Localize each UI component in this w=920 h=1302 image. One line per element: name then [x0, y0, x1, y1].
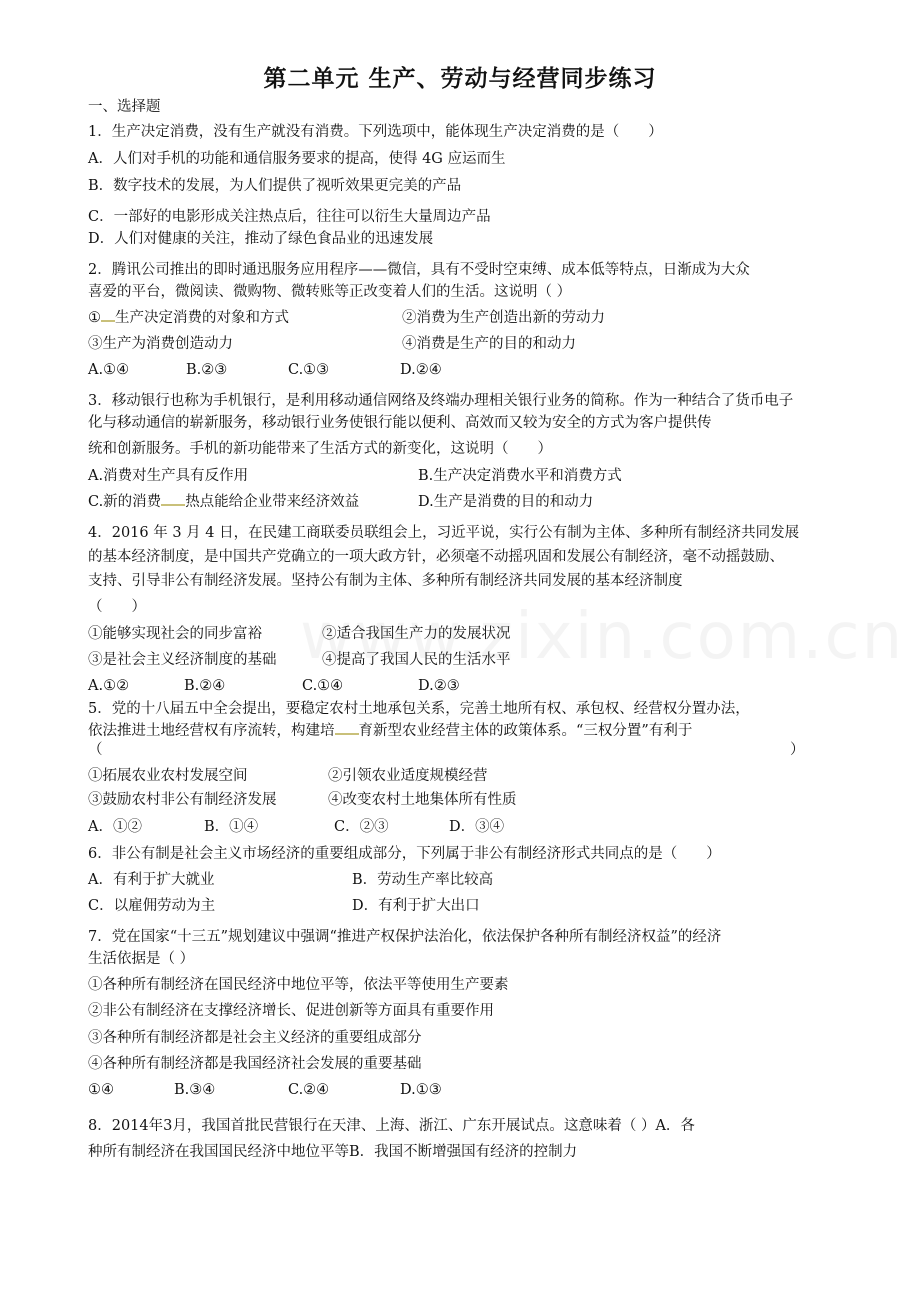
q4-stem-line3: 支持、引导非公有制经济发展。坚持公有制为主体、多种所有制经济共同发展的基本经济制度	[88, 573, 683, 589]
q3-stem-line1: 3．移动银行也称为手机银行，是利用移动通信网络及终端办理相关银行业务的简称。作为一种结合了货币电子	[88, 393, 794, 409]
q6-option-d: D．有利于扩大出口	[352, 898, 480, 914]
q5-choice-c: C．②③	[334, 819, 389, 835]
q7-statement-3: ③各种所有制经济都是社会主义经济的重要组成部分	[88, 1030, 422, 1046]
q1-option-b: B．数字技术的发展，为人们提供了视听效果更完美的产品	[88, 178, 462, 194]
q3-stem-line2: 化与移动通信的崭新服务，移动银行业务使银行能以便利、高效而又较为安全的方式为客户提供传	[88, 415, 712, 431]
q7-statement-2: ②非公有制经济在支撑经济增长、促进创新等方面具有重要作用	[88, 1003, 494, 1019]
q7-statement-1: ①各种所有制经济在国民经济中地位平等，依法平等使用生产要素	[88, 977, 509, 993]
q5-stem-line1: 5．党的十八届五中全会提出，要稳定农村土地承包关系，完善土地所有权、承包权、经营权分置办法，	[88, 701, 750, 717]
q3-option-d: D.生产是消费的目的和动力	[418, 494, 594, 510]
q6-option-a: A．有利于扩大就业	[88, 872, 215, 888]
q7-choice-d: D.①③	[400, 1082, 442, 1098]
q4-choice-a: A.①②	[88, 678, 130, 694]
q2-statement-2: ②消费为生产创造出新的劳动力	[402, 310, 605, 326]
q4-statement-1: ①能够实现社会的同步富裕	[88, 626, 262, 642]
q4-statement-3: ③是社会主义经济制度的基础	[88, 652, 277, 668]
q2-choice-c: C.①③	[288, 362, 330, 378]
q7-choice-b: B.③④	[174, 1082, 216, 1098]
q1-option-c: C．一部好的电影形成关注热点后，往往可以衍生大量周边产品	[88, 209, 491, 225]
underline-mark	[161, 494, 185, 506]
q3-option-c: C.新的消费 热点能给企业带来经济效益	[88, 494, 360, 510]
underline-mark	[335, 723, 359, 735]
q7-stem-line1: 7．党在国家“十三五”规划建议中强调“推进产权保护法治化，依法保护各种所有制经济权益”的经济	[88, 929, 722, 945]
q5-statement-4: ④改变农村土地集体所有性质	[328, 792, 517, 808]
q7-statement-4: ④各种所有制经济都是我国经济社会发展的重要基础	[88, 1056, 422, 1072]
q3-option-a: A.消费对生产具有反作用	[88, 468, 249, 484]
q2-statement-4: ④消费是生产的目的和动力	[402, 336, 576, 352]
q5-choice-b: B．①④	[204, 819, 259, 835]
q7-stem-line2: 生活依据是（ ）	[88, 951, 195, 967]
q1-option-a: A．人们对手机的功能和通信服务要求的提高，使得 4G 应运而生	[88, 151, 506, 167]
q3-stem-line3: 统和创新服务。手机的新功能带来了生活方式的新变化，这说明（ ）	[88, 441, 552, 457]
q4-choice-d: D.②③	[418, 678, 460, 694]
q4-statement-4: ④提高了我国人民的生活水平	[322, 652, 511, 668]
q5-statement-2: ②引领农业适度规模经营	[328, 768, 488, 784]
section-heading: 一、选择题	[88, 99, 161, 115]
q4-answer-paren: （ ）	[88, 599, 146, 615]
q2-stem-line2: 喜爱的平台，微阅读、微购物、微转账等正改变着人们的生活。这说明（ ）	[88, 284, 572, 300]
q8-stem-line2: 种所有制经济在我国国民经济中地位平等B．我国不断增强国有经济的控制力	[88, 1144, 578, 1160]
q2-choice-a: A.①④	[88, 362, 130, 378]
q6-stem: 6．非公有制是社会主义市场经济的重要组成部分，下列属于非公有制经济形式共同点的是（ ）	[88, 846, 721, 862]
page-title: 第二单元 生产、劳动与经营同步练习	[263, 66, 657, 92]
q4-choice-b: B.②④	[184, 678, 226, 694]
q1-stem: 1．生产决定消费，没有生产就没有消费。下列选项中，能体现生产决定消费的是（ ）	[88, 124, 663, 140]
q6-option-b: B．劳动生产率比较高	[352, 872, 494, 888]
q7-choice-a: ①④	[88, 1082, 114, 1098]
q6-option-c: C．以雇佣劳动为主	[88, 898, 216, 914]
q5-choice-d: D．③④	[449, 819, 505, 835]
q2-stem-line1: 2．腾讯公司推出的即时通迅服务应用程序——微信，具有不受时空束缚、成本低等特点，日渐成为大众	[88, 262, 750, 278]
q4-choice-c: C.①④	[302, 678, 344, 694]
q4-statement-2: ②适合我国生产力的发展状况	[322, 626, 511, 642]
q7-choice-c: C.②④	[288, 1082, 330, 1098]
q5-choice-a: A．①②	[88, 819, 142, 835]
underline-mark	[101, 310, 115, 322]
q5-stem-line2: 依法推进土地经营权有序流转，构建培 育新型农业经营主体的政策体系。“三权分置”有利于	[88, 723, 693, 739]
q5-answer-paren-open: （	[88, 742, 103, 758]
q5-statement-1: ①拓展农业农村发展空间	[88, 768, 248, 784]
q4-stem-line2: 的基本经济制度，是中国共产党确立的一项大政方针，必须毫不动摇巩固和发展公有制经济，毫不动摇鼓励、	[88, 549, 784, 565]
q2-statement-1: ① 生产决定消费的对象和方式	[88, 310, 289, 326]
q5-statement-3: ③鼓励农村非公有制经济发展	[88, 792, 277, 808]
q2-statement-3: ③生产为消费创造动力	[88, 336, 233, 352]
q8-stem-line1: 8．2014年3月，我国首批民营银行在天津、上海、浙江、广东开展试点。这意味着（ ）A．各	[88, 1118, 695, 1134]
q2-choice-b: B.②③	[186, 362, 228, 378]
q4-stem-line1: 4．2016 年 3 月 4 日，在民建工商联委员联组会上，习近平说，实行公有制为主体、多种所有制经济共同发展	[88, 525, 800, 541]
q2-choice-d: D.②④	[400, 362, 442, 378]
q3-option-b: B.生产决定消费水平和消费方式	[418, 468, 622, 484]
q5-answer-paren-close: ）	[790, 742, 805, 758]
q1-option-d: D．人们对健康的关注，推动了绿色食品业的迅速发展	[88, 231, 434, 247]
